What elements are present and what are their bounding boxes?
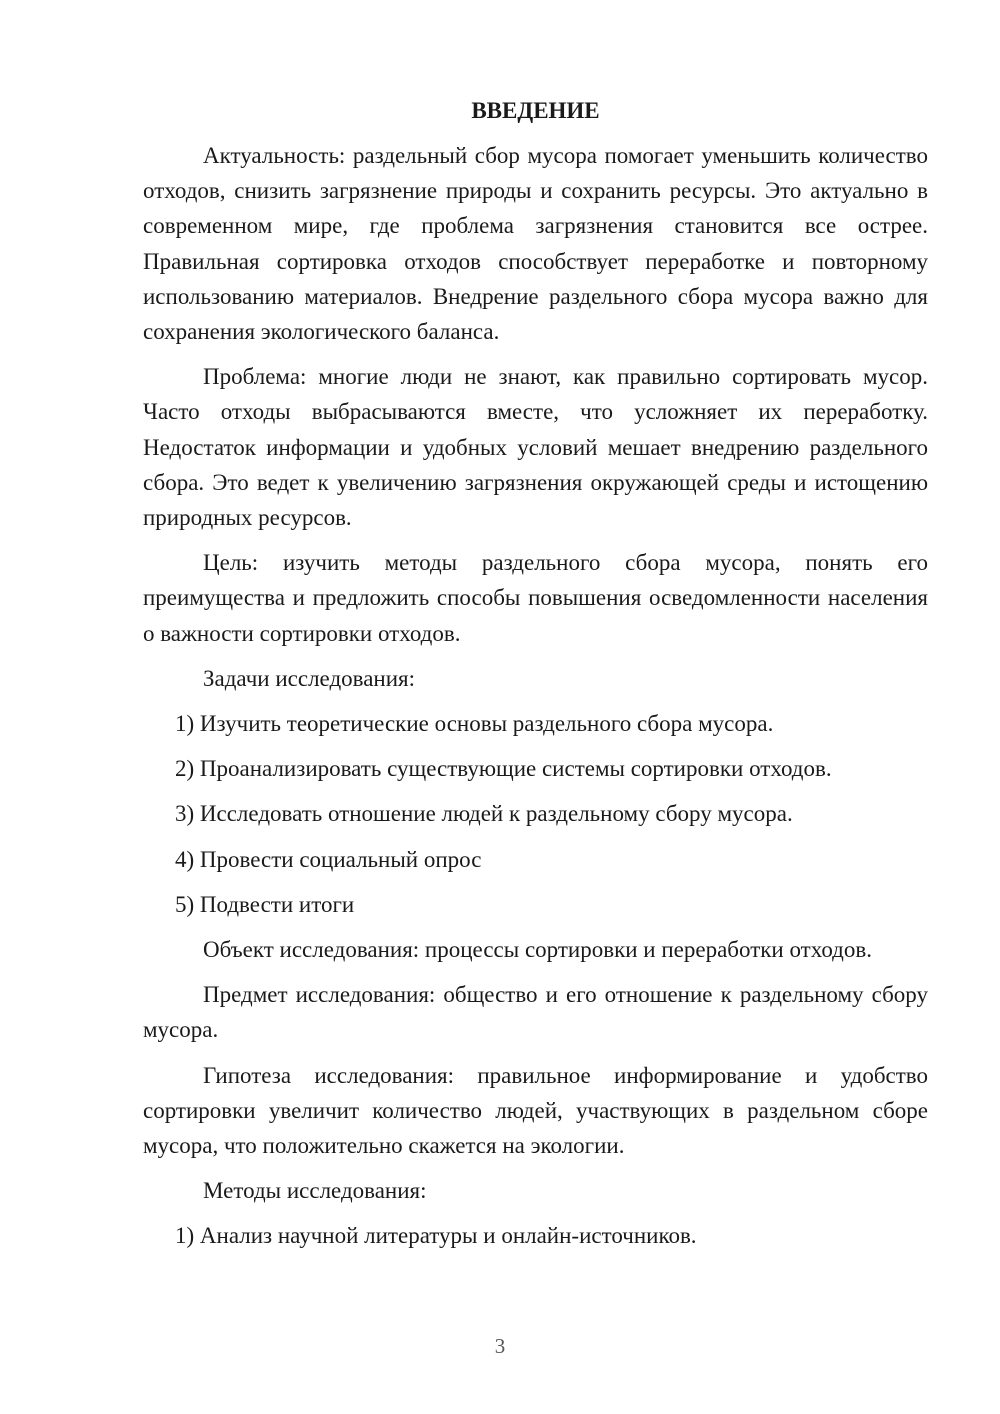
- tasks-heading: Задачи исследования:: [203, 665, 416, 691]
- relevance-paragraph: Актуальность: раздельный сбор мусора помогает уменьшить количество отходов, снизить загрязнение природы и сохранить ресурсы. Это актуально в современном мире, где проблема загрязнения становится все острее. Правильная сортировка отходов способствует переработке и повторному использованию материалов. Внедрение раздельного сбора мусора важно для сохранения экологического баланса.: [143, 143, 928, 345]
- object-paragraph: Объект исследования: процессы сортировки и переработки отходов.: [203, 937, 872, 963]
- page-title: ВВЕДЕНИЕ: [471, 98, 600, 123]
- subject-paragraph: Предмет исследования: общество и его отношение к раздельному сбору мусора.: [143, 982, 928, 1043]
- methods-list: [143, 1218, 928, 1253]
- method-item: 1) Анализ научной литературы и онлайн-источников.: [175, 1223, 697, 1249]
- goal-paragraph: Цель: изучить методы раздельного сбора мусора, понять его преимущества и предложить способы повышения осведомленности населения о важности сортировки отходов.: [143, 550, 928, 646]
- tasks-list: [143, 706, 928, 922]
- methods-heading: Методы исследования:: [203, 1178, 427, 1204]
- task-item: 1) Изучить теоретические основы раздельного сбора мусора.: [175, 711, 774, 737]
- task-item: 3) Исследовать отношение людей к раздельному сбору мусора.: [175, 801, 793, 827]
- hypothesis-paragraph: Гипотеза исследования: правильное информирование и удобство сортировки увеличит количество людей, участвующих в раздельном сборе мусора, что положительно скажется на экологии.: [143, 1062, 928, 1159]
- problem-paragraph: Проблема: многие люди не знают, как правильно сортировать мусор. Часто отходы выбрасываются вместе, что усложняет их переработку. Недостаток информации и удобных условий мешает внедрению раздельного сбора. Это ведет к увеличению загрязнения окружающей среды и истощению природных ресурсов.: [143, 364, 928, 531]
- task-item: 4) Провести социальный опрос: [175, 846, 482, 872]
- document-page: [143, 93, 928, 1264]
- task-item: 2) Проанализировать существующие системы сортировки отходов.: [175, 756, 832, 782]
- page-number: 3: [494, 1334, 506, 1358]
- task-item: 5) Подвести итоги: [175, 891, 355, 917]
